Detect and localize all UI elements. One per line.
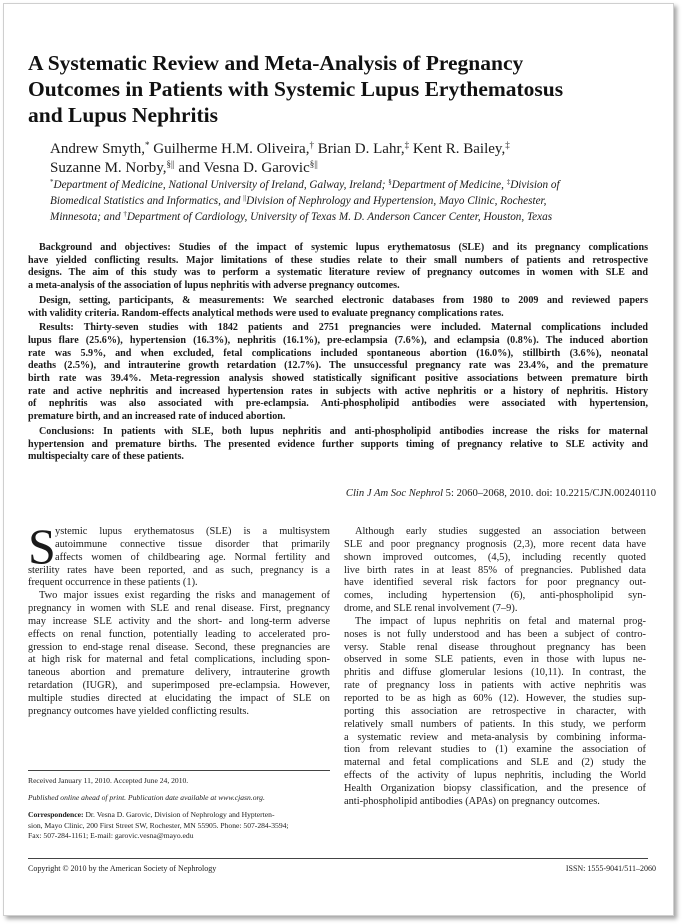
affiliation-line xyxy=(50,193,650,209)
body-line: a systematic review and meta-analysis by combining informa- xyxy=(344,731,646,743)
abstract-line: with validity criteria. Random-effects analytical methods were used to evaluate pregnancy complications rates. xyxy=(28,307,504,319)
author-mark: §|| xyxy=(309,159,318,169)
abstract-line: deaths (2.5%), and intrauterine growth retardation (12.7%). The unsuccessful pregnancy rate was 23.4%, and the premature xyxy=(28,360,648,372)
body-line: noses is not fully understood and has been a subject of contro- xyxy=(344,628,646,640)
author-mark: §|| xyxy=(166,159,175,169)
abstract-line: have yielded conflicting results. Major limitations of these studies relate to their small numbers of patients and retrospective xyxy=(28,254,648,266)
drop-cap: S xyxy=(28,518,56,574)
body-line: anti-phospholipid antibodies (APAs) on pregnancy outcomes. xyxy=(344,795,600,807)
body-line: pregnancy outcomes have yielded conflicting results. xyxy=(28,705,250,717)
abstract-line: Conclusions: In patients with SLE, both lupus nephritis and anti-phospholipid antibodies increase the risks for maternal xyxy=(39,425,648,437)
body-line: have identified several risk factors for poor pregnancy out- xyxy=(344,577,646,589)
body-line: tion from relevant studies to (1) examine the association of xyxy=(344,744,646,756)
abstract-line: a meta-analysis of the association of lupus nephritis with adverse pregnancy outcomes. xyxy=(28,280,400,292)
abstract-results xyxy=(28,322,648,424)
body-line: Although early studies suggested an association between xyxy=(355,526,646,537)
affil-text: Division of xyxy=(510,179,560,191)
abstract-design xyxy=(28,295,648,320)
received-note: Received January 11, 2010. Accepted June 24, 2010. xyxy=(28,776,189,785)
affil-text: Minnesota; and xyxy=(50,211,121,223)
abstract-line: multispecialty care of these patients. xyxy=(28,451,184,463)
article-title xyxy=(28,50,648,128)
body-line: reported to be as high as 60% (12). However, the studies sup- xyxy=(344,692,646,704)
body-line: SLE and poor pregnancy prognosis (2,3), more recent data have xyxy=(344,538,646,550)
body-line: effects on renal function, potentially leading to accelerated pro- xyxy=(28,628,330,640)
author-line xyxy=(50,140,650,159)
footnote-rule xyxy=(28,770,330,771)
author-name: and Vesna D. Garovic xyxy=(174,160,310,176)
body-column-left xyxy=(28,518,330,719)
citation-details: 5: 2060–2068, 2010. doi: 10.2215/CJN.00240110 xyxy=(443,488,656,499)
body-line: porting this association are retrospective in character, with xyxy=(344,705,646,717)
affiliations xyxy=(50,177,650,225)
abstract-conclusions xyxy=(28,426,648,464)
abstract-line: designs. The aim of this study was to perform a systematic literature review of pregnancy outcomes in women with SLE and xyxy=(28,267,648,279)
correspondence-line: Fax: 507-284-1161; E-mail: garovic.vesna@mayo.edu xyxy=(28,830,194,840)
author-mark: ‡ xyxy=(404,140,410,150)
body-line: versy. Stable renal disease throughout pregnancy has been xyxy=(344,641,646,653)
author-list xyxy=(50,140,650,178)
body-line: taneous abortion and premature delivery, intrauterine growth xyxy=(28,667,330,679)
abstract-line: rate was 5.9%, and when excluded, fetal complications included spontaneous abortion (16.0%), stillbirth (3.6%), neonatal xyxy=(28,347,648,359)
title-line: and Lupus Nephritis xyxy=(28,103,218,127)
journal-citation xyxy=(346,488,656,499)
footer-rule xyxy=(28,858,648,859)
affil-text: Division of Nephrology and Hypertension, Mayo Clinic, Rochester, xyxy=(246,195,547,207)
body-line: live birth rates in at least 85% of pregnancies. Published data xyxy=(344,564,646,576)
abstract-line: Background and objectives: Studies of the impact of systemic lupus erythematosus (SLE) and its pregnancy complications xyxy=(39,242,648,253)
abstract-line: hypertension and premature births. The presented evidence further supports timing of pregnancy relative to SLE activity and xyxy=(28,438,648,450)
author-name: Brian D. Lahr, xyxy=(313,141,405,157)
abstract-background xyxy=(28,242,648,293)
affil-text: Department of Medicine, National University of Ireland, Galway, Ireland; xyxy=(53,179,386,191)
body-line: pregnancy in women with SLE and renal disease. First, pregnancy xyxy=(28,603,330,615)
body-line: relatively small numbers of patients. In this study, we perform xyxy=(344,718,646,730)
body-line: The impact of lupus nephritis on fetal and maternal prog- xyxy=(355,615,646,627)
body-line: phritis and diffuse glomerular lesions (10,11). In contrast, the xyxy=(344,667,646,679)
affil-mark: ‡ xyxy=(506,178,511,186)
body-line: frequent occurrence in these patients (1). xyxy=(28,577,198,589)
correspondence-label: Correspondence: xyxy=(28,810,84,820)
affiliation-line xyxy=(50,177,650,193)
affiliation-line xyxy=(50,209,650,225)
body-line: Health Organization biopsy classification, and the presence of xyxy=(344,782,646,794)
affil-mark: || xyxy=(243,194,247,202)
body-line: comes, including hypertension (6), anti-phospholipid syn- xyxy=(344,590,646,602)
body-line: affects women of childbearing age. Normal fertility and xyxy=(55,551,330,563)
title-line: A Systematic Review and Meta-Analysis of Pregnancy xyxy=(28,51,524,75)
abstract-line: Results: Thirty-seven studies with 1842 patients and 2751 pregnancies were included. Maternal complications included xyxy=(39,322,648,334)
body-line: retardation (IUGR), and superimposed pre-eclampsia. However, xyxy=(28,680,330,692)
author-mark: ‡ xyxy=(505,140,510,150)
body-line: drome, and SLE renal involvement (7–9). xyxy=(344,603,518,615)
affil-mark: § xyxy=(388,178,392,186)
author-mark: * xyxy=(145,140,150,150)
body-line: maternal and fetal complications and SLE and (2) study the xyxy=(344,757,646,769)
author-line xyxy=(50,159,650,178)
affil-text: Department of Cardiology, University of Texas M. D. Anderson Cancer Center, Houston, Texas xyxy=(126,211,553,223)
author-name: Guilherme H.M. Oliveira, xyxy=(149,141,310,157)
correspondence-line: sion, Mayo Clinic, 200 First Street SW, Rochester, MN 55905. Phone: 507-284-3594; xyxy=(28,820,289,830)
author-name: Kent R. Bailey, xyxy=(409,141,506,157)
copyright: Copyright © 2010 by the American Society of Nephrology xyxy=(28,864,217,873)
author-mark: † xyxy=(309,140,314,150)
abstract-line: premature birth, and an increased rate of induced abortion. xyxy=(28,411,286,423)
body-line: observed in some SLE patients, even in those with lupus ne- xyxy=(344,654,646,666)
body-line: sterility rates have been reported, and as such, pregnancy is a xyxy=(28,564,330,576)
body-column-right xyxy=(344,526,646,809)
correspondence-text: Dr. Vesna D. Garovic, Division of Nephrology and Hypterten- xyxy=(83,810,275,820)
body-line: autoimmune connective tissue disorder that primarily xyxy=(55,538,330,550)
body-line: shown improved outcomes, (4,5), including recently quoted xyxy=(344,551,646,563)
affil-text: Department of Medicine, xyxy=(391,179,504,191)
body-line: Two major issues exist regarding the risks and management of xyxy=(39,590,330,602)
correspondence-line xyxy=(28,810,330,820)
body-line: effects of the activity of lupus nephritis, including the World xyxy=(344,770,646,782)
author-name: Suzanne M. Norby, xyxy=(50,160,167,176)
published-note: Published online ahead of print. Publication date available at www.cjasn.org. xyxy=(28,793,265,803)
body-line: at high risk for maternal and fetal complications, including spon- xyxy=(28,654,330,666)
body-line: multiple studies directed at elucidating the impact of SLE on xyxy=(28,692,330,704)
body-line: rate of pregnancy loss in patients with active nephritis was xyxy=(344,680,646,692)
title-line: Outcomes in Patients with Systemic Lupus Erythematosus xyxy=(28,77,564,101)
body-line: ystemic lupus erythematosus (SLE) is a multisystem xyxy=(55,526,330,537)
affil-text: Biomedical Statistics and Informatics, and xyxy=(50,195,241,207)
body-line: may increase SLE activity and the short- and long-term adverse xyxy=(28,615,330,627)
abstract-line: of nephritis was also associated with pre-eclampsia. Anti-phospholipid antibodies were associated with hypertension, xyxy=(28,398,648,410)
abstract-line: lupus flare (25.6%), hypertension (16.3%), nephritis (16.1%), pre-eclampsia (7.6%), and eclampsia (0.8%). The induced abortion xyxy=(28,334,648,346)
affil-mark: * xyxy=(50,178,54,186)
abstract-line: Design, setting, participants, & measurements: We searched electronic databases from 1980 to 2009 and reviewed papers xyxy=(39,294,648,306)
abstract xyxy=(28,242,648,466)
abstract-line: rate and active nephritis and increased hypertension rates in subjects with active nephritis or a history of nephritis. History xyxy=(28,385,648,397)
body-line: gression to end-stage renal disease. Second, these pregnancies are xyxy=(28,641,330,653)
issn: ISSN: 1555-9041/511–2060 xyxy=(565,864,656,873)
affil-mark: † xyxy=(123,210,127,218)
journal-name: Clin J Am Soc Nephrol xyxy=(345,488,444,499)
abstract-line: birth rate was 39.4%. Meta-regression analysis showed statistically significant positive associations between premature birth xyxy=(28,373,648,385)
author-name: Andrew Smyth, xyxy=(50,141,145,157)
footnotes xyxy=(28,776,330,841)
